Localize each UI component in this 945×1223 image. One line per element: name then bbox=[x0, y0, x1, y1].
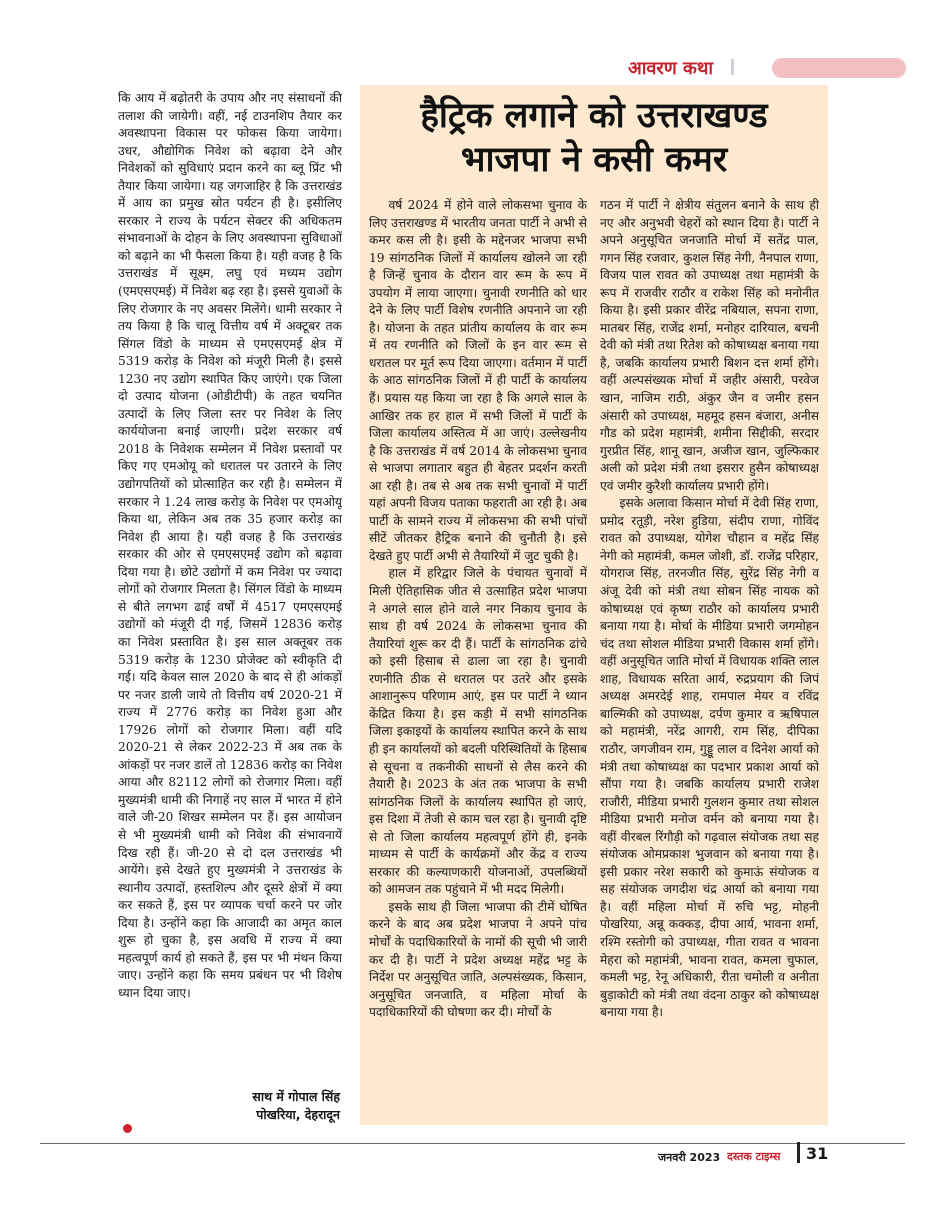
footer-date: जनवरी 2023 bbox=[658, 1151, 721, 1164]
middle-paragraph-3: इसके साथ ही जिला भाजपा की टीमें घोषित करने के बाद अब प्रदेश भाजपा ने अपने पांच मोर्चों के पदाधिकारियों के नामों की सूची भी जारी कर दी है। पार्टी ने प्रदेश अध्यक्ष महेंद्र भट्ट के निर्देश पर अनुसूचित जाति, अल्पसंख्यक, किसान, अनुसूचित जनजाति, व महिला मोर्चा के पदाधिकारियों की घोषणा कर दी। मोर्चों के bbox=[369, 899, 587, 1020]
left-column bbox=[118, 90, 342, 1090]
byline-line-2-wrap bbox=[118, 1106, 340, 1133]
right-paragraph-2: इसके अलावा किसान मोर्चा में देवी सिंह राणा, प्रमोद रतूड़ी, नरेश हुडिया, संदीप राणा, गोविंद रावत को उपाध्यक्ष, योगेश चौहान व महेंद्र सिंह नेगी को महामंत्री, कमल जोशी, डॉ. राजेंद्र परिहार, योगराज सिंह, तरनजीत सिंह, सुरेंद्र सिंह नेगी व अंजू देवी को मंत्री तथा सोबन सिंह नायक को कोषाध्यक्ष एवं कृष्ण राठौर को कार्यालय प्रभारी बनाया गया है। मोर्चा के मीडिया प्रभारी जगमोहन चंद तथा सोशल मीडिया प्रभारी विकास शर्मा होंगे। वहीं अनुसूचित जाति मोर्चा में विधायक शक्ति लाल शाह, विधायक सरिता आर्य, रुद्रप्रयाग की जिपं अध्यक्ष अमरदेई शाह, रामपाल मेयर व रविंद्र बाल्मिकी को उपाध्यक्ष, दर्पण कुमार व ऋषिपाल को महामंत्री, नरेंद्र आगरी, राम सिंह, दीपिका राठौर, जगजीवन राम, गुड्डू लाल व दिनेश आर्या को मंत्री तथा कोषाध्यक्ष का पदभार प्रकाश आर्या को सौंपा गया है। जबकि कार्यालय प्रभारी राजेश राजौरी, मीडिया प्रभारी गुलशन कुमार तथा सोशल मीडिया प्रभारी मनोज वर्मन को बनाया गया है। वहीं वीरबल रिंगौड़ी को गढ़वाल संयोजक तथा सह संयोजक ओमप्रकाश भुजवान को बनाया गया है। इसी प्रकार नरेश सकारी को कुमाऊं संयोजक व सह संयोजक जगदीश चंद्र आर्या को बनाया गया है। वहीं महिला मोर्चा में रुचि भट्ट, मोहनी पोखरिया, अन्नू कक्कड़, दीपा आर्य, भावना शर्मा, रश्मि रस्तोगी को उपाध्यक्ष, गीता रावत व भावना मेहरा को महामंत्री, भावना रावत, कमला चुफाल, कमली भट्ट, रेनू अधिकारी, रीता चमोली व अनीता बुड़ाकोटी को मंत्री तथा वंदना ठाकुर को कोषाध्यक्ष बनाया गया है। bbox=[600, 496, 819, 1020]
section-decor-pill bbox=[772, 58, 906, 78]
byline-line-2: पोखरिया, देहरादून bbox=[256, 1107, 340, 1122]
headline-line-2: भाजपा ने कसी कमर bbox=[460, 140, 728, 180]
headline-line-1: हैट्रिक लगाने को उत्तराखण्ड bbox=[420, 96, 768, 136]
right-paragraph-1: गठन में पार्टी ने क्षेत्रीय संतुलन बनाने के साथ ही नए और अनुभवी चेहरों को स्थान दिया है। पार्टी ने अपने अनुसूचित जनजाति मोर्चा में सतेंद्र पाल, गगन सिंह रजवार, कुशल सिंह नेगी, नैनपाल राणा, विजय पाल रावत को उपाध्यक्ष तथा महामंत्री के रूप में राजवीर राठौर व राकेश सिंह को मनोनीत किया है। इसी प्रकार वीरेंद्र नबियाल, सपना राणा, मातबर सिंह, राजेंद्र शर्मा, मनोहर दारियाल, बचनी देवी को मंत्री तथा रितेश को कोषाध्यक्ष बनाया गया है, जबकि कार्यालय प्रभारी बिशन दत्त शर्मा होंगे। वहीं अल्पसंख्यक मोर्चा में जहीर अंसारी, परवेज खान, नाजिम राठी, अंकुर जैन व जमीर हसन अंसारी को उपाध्यक्ष, महमूद हसन बंजारा, अनीस गौड को प्रदेश महामंत्री, शमीना सिद्दीकी, सरदार गुरप्रीत सिंह, शानू खान, अजीज खान, जुल्फिकार अली को प्रदेश मंत्री तथा इसरार हुसैन कोषाध्यक्ष एवं जमीर कुरैशी कार्यालय प्रभारी होंगे। bbox=[600, 198, 819, 493]
end-bullet-icon bbox=[123, 1124, 132, 1133]
page-number: 31 bbox=[806, 1144, 829, 1163]
byline-line-1: साथ में गोपाल सिंह bbox=[252, 1089, 340, 1104]
footer-rule bbox=[40, 1143, 905, 1144]
right-column bbox=[600, 197, 819, 1107]
byline bbox=[118, 1088, 340, 1133]
footer-divider bbox=[797, 1142, 800, 1163]
left-paragraph-1: कि आय में बढ़ोतरी के उपाय और नए संसाधनों की तलाश की जायेगी। वहीं, नई टाउनशिप तैयार कर अवस्थापना विकास पर फोकस किया जायेगा। उधर, औद्योगिक निवेश को बढ़ावा देने और निवेशकों को सुविधाएं प्रदान करने का ब्लू प्रिंट भी तैयार किया जायेगा। यह जगजाहिर है कि उत्तराखंड में आय का प्रमुख स्रोत पर्यटन ही है। इसीलिए सरकार ने राज्य के पर्यटन सेक्टर की अधिकतम संभावनाओं के दोहन के लिए अवस्थापना सुविधाओं को बढ़ाने का भी फैसला किया है। यही वजह है कि उत्तराखंड में सूक्ष्म, लघु एवं मध्यम उद्योग (एमएसएमई) में निवेश बढ़ रहा है। इससे युवाओं के लिए रोजगार के नए अवसर मिलेंगे। धामी सरकार ने तय किया है कि चालू वित्तीय वर्ष में अक्टूबर तक सिंगल विंडो के माध्यम से एमएसएमई क्षेत्र में 5319 करोड़ के निवेश को मंजूरी मिली है। इससे 1230 नए उद्योग स्थापित किए जाएंगे। एक जिला दो उत्पाद योजना (ओडीटीपी) के तहत चयनित उत्पादों के लिए जिला स्तर पर निवेश के लिए कार्ययोजना बनाई जाएगी। प्रदेश सरकार वर्ष 2018 के निवेशक सम्मेलन में निवेश प्रस्तावों पर किए गए एमओयू को धरातल पर उतारने के लिए उद्योगपतियों को प्रोत्साहित कर रही है। सम्मेलन में सरकार ने 1.24 लाख करोड़ के निवेश पर एमओयू किया था, लेकिन अब तक 35 हजार करोड़ का निवेश ही आया है। यही वजह है कि उत्तराखंड सरकार की ओर से एमएसएमई उद्योग को बढ़ावा दिया गया है। छोटे उद्योगों में कम निवेश पर ज्यादा लोगों को रोजगार मिलता है। सिंगल विंडो के माध्यम से बीते लगभग ढाई वर्षों में 4517 एमएसएमई उद्योगों को मंजूरी दी गई, जिसमें 12836 करोड़ का निवेश प्रस्तावित है। इस साल अक्तूबर तक 5319 करोड़ के 1230 प्रोजेक्ट को स्वीकृति दी गई। यदि केवल साल 2020 के बाद से ही आंकड़ों पर नजर डाली जाये तो वित्तीय वर्ष 2020-21 में राज्य में 2776 करोड़ का निवेश हुआ और 17926 लोगों को रोजगार मिला। वहीं यदि 2020-21 से लेकर 2022-23 में अब तक के आंकड़ों पर नजर डालें तो 12836 करोड़ का निवेश आया और 82112 लोगों को रोजगार मिला। वहीं मुख्यमंत्री धामी की निगाहें नए साल में भारत में होने वाले जी-20 शिखर सम्मेलन पर हैं। इस आयोजन से भी मुख्यमंत्री धामी को निवेश की संभावनायें दिख रही हैं। जी-20 से दो दल उत्तराखंड भी आयेंगे। इसे देखते हुए मुख्यमंत्री ने उत्तराखंड के स्थानीय उत्पादों, हस्तशिल्प और दूसरे क्षेत्रों में क्या कर सकते हैं, इस पर व्यापक चर्चा करने पर जोर दिया है। उन्होंने कहा कि आजादी का अमृत काल शुरू हो चुका है, इस अवधि में राज्य में क्या महत्वपूर्ण कार्य हो सकते हैं, इस पर भी मंथन किया जाए। उन्होंने कहा कि समय प्रबंधन पर भी विशेष ध्यान दिया जाए। bbox=[118, 91, 342, 1000]
middle-paragraph-2: हाल में हरिद्वार जिले के पंचायत चुनावों में मिली ऐतिहासिक जीत से उत्साहित प्रदेश भाजपा ने अगले साल होने वाले नगर निकाय चुनाव के साथ ही वर्ष 2024 के लोकसभा चुनाव की तैयारियां शुरू कर दी हैं। पार्टी के सांगठनिक ढांचे को इसी हिसाब से ढाला जा रहा है। चुनावी रणनीति ठीक से धरातल पर उतरे और इसके आशानुरूप परिणाम आएं, इस पर पार्टी ने ध्यान केंद्रित किया है। इस कड़ी में सभी सांगठनिक जिला इकाइयों के कार्यालय स्थापित करने के साथ ही इन कार्यालयों को बदली परिस्थितियों के हिसाब से सूचना व तकनीकी साधनों से लैस करने की तैयारी है। 2023 के अंत तक भाजपा के सभी सांगठनिक जिलों के कार्यालय स्थापित हो जाएं, इस दिशा में तेजी से काम चल रहा है। चुनावी दृष्टि से तो जिला कार्यालय महत्वपूर्ण होंगे ही, इनके माध्यम से पार्टी के कार्यक्रमों और केंद्र व राज्य सरकार की कल्याणकारी योजनाओं, उपलब्धियों को आमजन तक पहुंचाने में भी मदद मिलेगी। bbox=[369, 566, 587, 897]
section-label: आवरण कथा bbox=[628, 58, 714, 79]
footer-magazine-name: दस्तक टाइम्स bbox=[727, 1150, 781, 1163]
headline bbox=[360, 94, 828, 182]
middle-paragraph-1: वर्ष 2024 में होने वाले लोकसभा चुनाव के लिए उत्तराखण्ड में भारतीय जनता पार्टी ने अभी से कमर कस ली है। इसी के मद्देनजर भाजपा सभी 19 सांगठनिक जिलों में कार्यालय खोलने जा रही है जिन्हें चुनाव के दौरान वार रूम के रूप में उपयोग में लाया जाएगा। चुनावी रणनीति को धार देने के लिए पार्टी विशेष रणनीति अपनाने जा रही है। योजना के तहत प्रांतीय कार्यालय के वार रूम में तय रणनीति को जिलों के इन वार रूम से धरातल पर मूर्त रूप दिया जाएगा। वर्तमान में पार्टी के आठ सांगठनिक जिलों में ही पार्टी के कार्यालय हैं। प्रयास यह किया जा रहा है कि अगले साल के आखिर तक हर हाल में सभी जिलों में पार्टी के जिला कार्यालय अस्तित्व में आ जाएं। उल्लेखनीय है कि उत्तराखंड में वर्ष 2014 के लोकसभा चुनाव से भाजपा लगातार बहुत ही बेहतर प्रदर्शन करती आ रही है। तब से अब तक सभी चुनावों में पार्टी यहां अपनी विजय पताका फहराती आ रही है। अब पार्टी के सामने राज्य में लोकसभा की सभी पांचों सीटें जीतकर हैट्रिक बनाने की चुनौती है। इसे देखते हुए पार्टी अभी से तैयारियों में जुट चुकी है। bbox=[369, 198, 587, 563]
middle-column bbox=[369, 197, 587, 1107]
section-separator bbox=[731, 59, 734, 75]
